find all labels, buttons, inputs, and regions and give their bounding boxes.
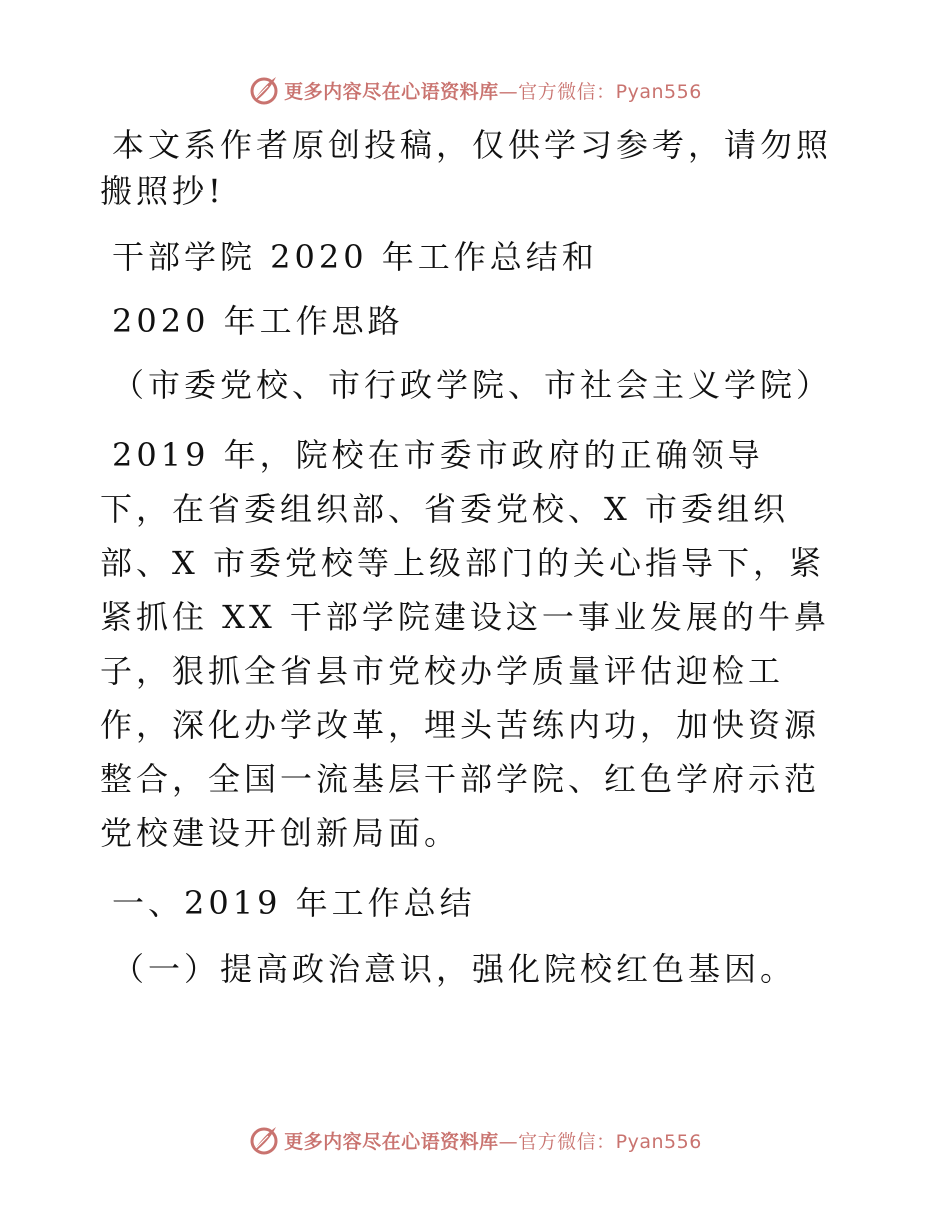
footer-wechat-text: 官方微信：Pyan556	[518, 1130, 702, 1153]
header-banner	[0, 70, 950, 110]
header-wechat-text: 官方微信：Pyan556	[518, 80, 702, 103]
footer-dash: —	[498, 1130, 519, 1153]
document-subtitle: （市委党校、市行政学院、市社会主义学院）	[112, 366, 833, 404]
document-title-line-2: 2020 年工作思路	[112, 302, 404, 340]
subsection-heading: （一）提高政治意识，强化院校红色基因。	[112, 950, 797, 988]
header-banner-text	[284, 77, 702, 104]
feather-pen-logo-icon	[248, 1124, 280, 1156]
footer-banner-text	[284, 1127, 702, 1154]
footer-banner	[0, 1120, 950, 1160]
section-heading: 一、2019 年工作总结	[112, 884, 476, 922]
footer-brand-text: 更多内容尽在心语资料库	[284, 1130, 499, 1153]
feather-pen-logo-icon	[248, 74, 280, 106]
document-body	[100, 122, 835, 1012]
header-dash: —	[498, 80, 519, 103]
copyright-notice: 本文系作者原创投稿，仅供学习参考，请勿照搬照抄!	[100, 126, 833, 210]
header-brand-text: 更多内容尽在心语资料库	[284, 80, 499, 103]
body-paragraph: 2019 年，院校在市委市政府的正确领导下，在省委组织部、省委党校、X 市委组织部、X 市委党校等上级部门的关心指导下，紧紧抓住 XX 干部学院建设这一事业发展的牛鼻子，狠抓全省县市党校办学质量评估迎检工作，深化办学改革，埋头苦练内功，加快资源整合，全国一流基层干部学院、红色学府示范党校建设开创新局面。	[100, 436, 830, 852]
document-title-line-1: 干部学院 2020 年工作总结和	[112, 238, 598, 276]
